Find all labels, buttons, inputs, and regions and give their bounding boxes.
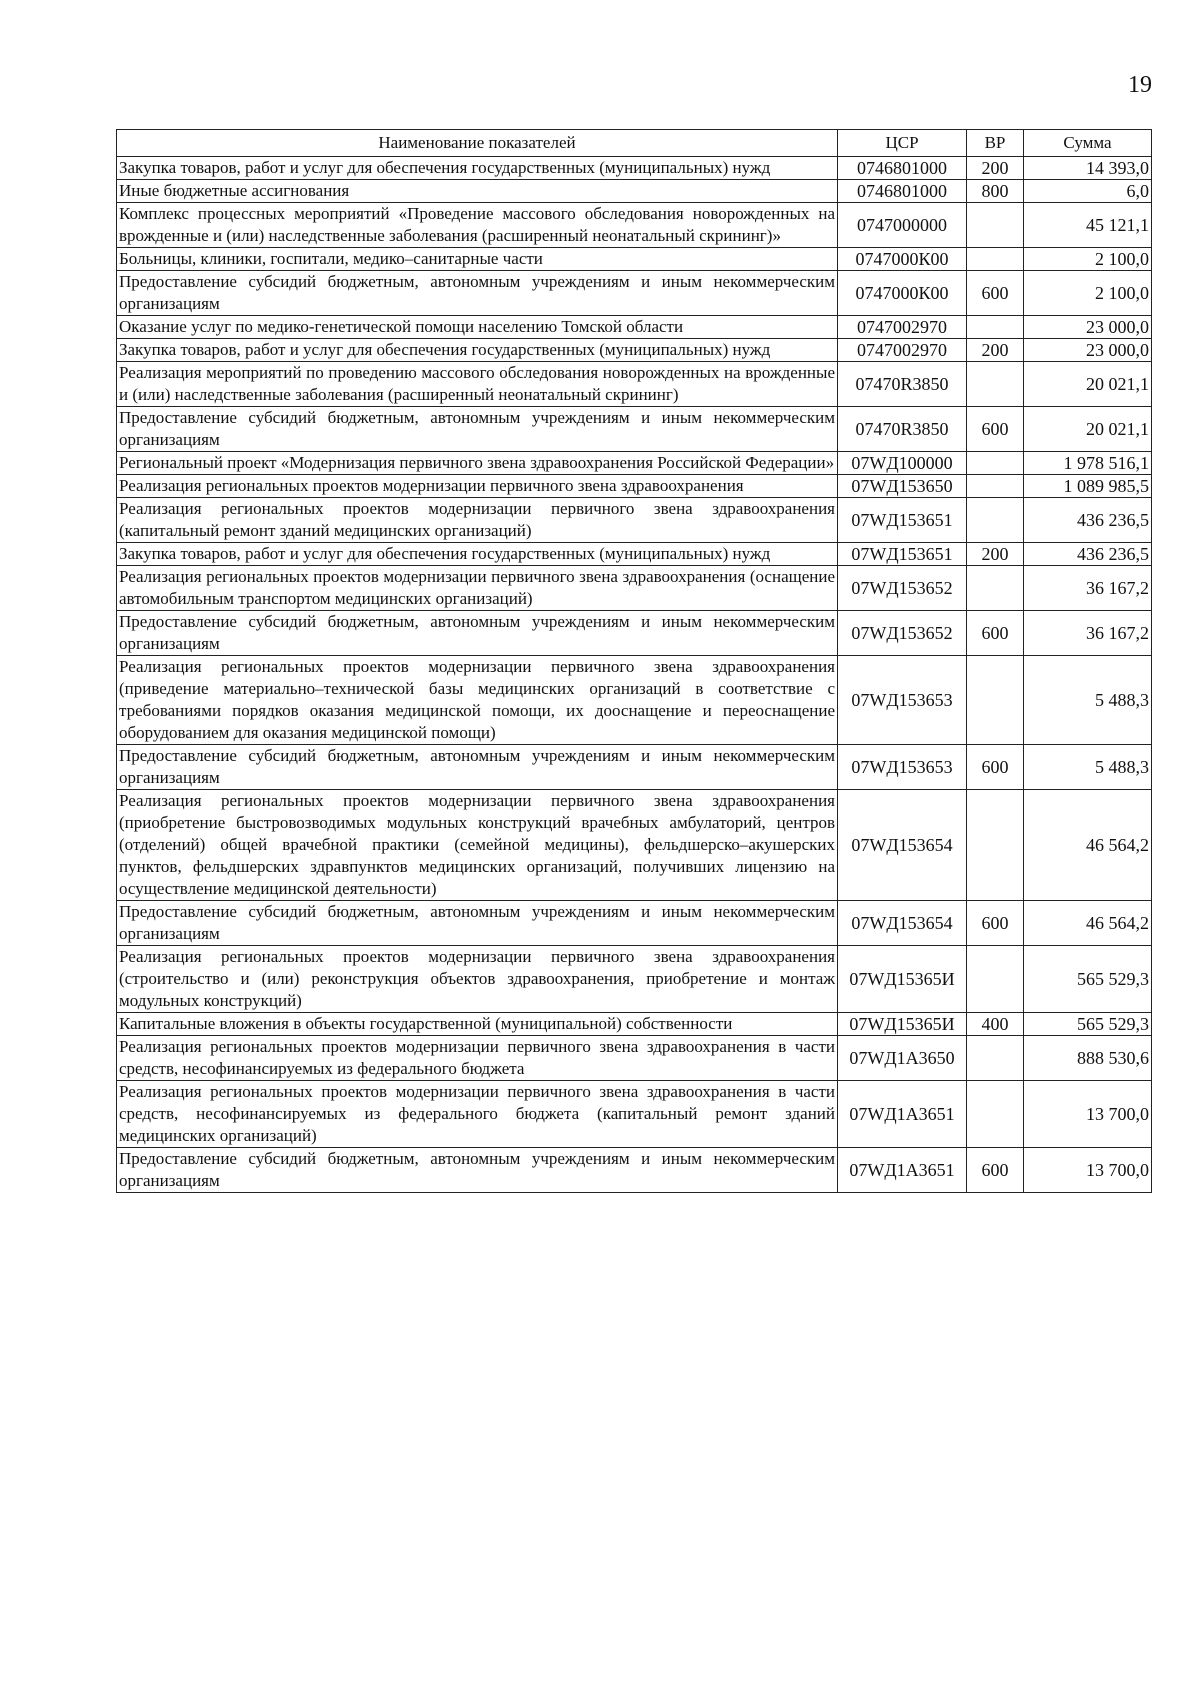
row-csr: 07WД153654	[838, 790, 967, 901]
table-row	[117, 901, 1152, 946]
row-vr	[967, 452, 1024, 475]
row-name: Оказание услуг по медико-генетической помощи населению Томской области	[117, 316, 838, 339]
table-row	[117, 452, 1152, 475]
table-row	[117, 611, 1152, 656]
row-name: Реализация мероприятий по проведению массового обследования новорожденных на врожденные и (или) наследственные заболевания (расширенный неонатальный скрининг)	[117, 362, 838, 407]
row-vr	[967, 946, 1024, 1013]
row-sum: 565 529,3	[1024, 1013, 1152, 1036]
table-header-row	[117, 130, 1152, 157]
table-row	[117, 248, 1152, 271]
row-vr: 600	[967, 1148, 1024, 1193]
row-sum: 46 564,2	[1024, 790, 1152, 901]
row-name: Иные бюджетные ассигнования	[117, 180, 838, 203]
row-sum: 20 021,1	[1024, 407, 1152, 452]
row-vr: 600	[967, 271, 1024, 316]
table-row	[117, 1013, 1152, 1036]
row-vr: 600	[967, 407, 1024, 452]
row-csr: 07470R3850	[838, 362, 967, 407]
row-name: Реализация региональных проектов модернизации первичного звена здравоохранения	[117, 475, 838, 498]
row-sum: 13 700,0	[1024, 1148, 1152, 1193]
page-number: 19	[1128, 72, 1152, 98]
table-row	[117, 745, 1152, 790]
row-sum: 14 393,0	[1024, 157, 1152, 180]
header-csr: ЦСР	[838, 130, 967, 157]
row-csr: 0746801000	[838, 180, 967, 203]
row-csr: 07WД153653	[838, 656, 967, 745]
row-name: Предоставление субсидий бюджетным, автономным учреждениям и иным некоммерческим организациям	[117, 745, 838, 790]
table-row	[117, 362, 1152, 407]
row-sum: 2 100,0	[1024, 271, 1152, 316]
row-sum: 565 529,3	[1024, 946, 1152, 1013]
table-row	[117, 1036, 1152, 1081]
row-sum: 36 167,2	[1024, 611, 1152, 656]
row-csr: 0747002970	[838, 316, 967, 339]
row-csr: 07WД153651	[838, 543, 967, 566]
row-name: Предоставление субсидий бюджетным, автономным учреждениям и иным некоммерческим организациям	[117, 407, 838, 452]
row-sum: 2 100,0	[1024, 248, 1152, 271]
row-csr: 0747002970	[838, 339, 967, 362]
row-vr: 600	[967, 901, 1024, 946]
row-csr: 07WД153652	[838, 611, 967, 656]
row-sum: 20 021,1	[1024, 362, 1152, 407]
table-row	[117, 316, 1152, 339]
row-name: Реализация региональных проектов модернизации первичного звена здравоохранения (приведение материально–технической базы медицинских организаций в соответствие с требованиями порядков оказания медицинской помощи, их дооснащение и переоснащение оборудованием для оказания медицинской помощи)	[117, 656, 838, 745]
row-csr: 07WД1А3651	[838, 1148, 967, 1193]
row-sum: 6,0	[1024, 180, 1152, 203]
table-row	[117, 1081, 1152, 1148]
row-name: Предоставление субсидий бюджетным, автономным учреждениям и иным некоммерческим организациям	[117, 901, 838, 946]
row-name: Больницы, клиники, госпитали, медико–санитарные части	[117, 248, 838, 271]
row-sum: 888 530,6	[1024, 1036, 1152, 1081]
row-name: Региональный проект «Модернизация первичного звена здравоохранения Российской Федерации»	[117, 452, 838, 475]
table-row	[117, 1148, 1152, 1193]
row-sum: 436 236,5	[1024, 543, 1152, 566]
row-csr: 07WД100000	[838, 452, 967, 475]
row-name: Капитальные вложения в объекты государственной (муниципальной) собственности	[117, 1013, 838, 1036]
row-sum: 436 236,5	[1024, 498, 1152, 543]
row-vr: 200	[967, 543, 1024, 566]
row-name: Реализация региональных проектов модернизации первичного звена здравоохранения (капитальный ремонт зданий медицинских организаций)	[117, 498, 838, 543]
row-sum: 45 121,1	[1024, 203, 1152, 248]
row-vr	[967, 248, 1024, 271]
row-vr: 200	[967, 339, 1024, 362]
row-vr	[967, 498, 1024, 543]
row-name: Реализация региональных проектов модернизации первичного звена здравоохранения в части средств, несофинансируемых из федерального бюджета	[117, 1036, 838, 1081]
row-vr	[967, 316, 1024, 339]
row-vr	[967, 1081, 1024, 1148]
table-row	[117, 339, 1152, 362]
row-csr: 07WД15365И	[838, 946, 967, 1013]
row-csr: 0747000000	[838, 203, 967, 248]
row-vr	[967, 1036, 1024, 1081]
row-sum: 46 564,2	[1024, 901, 1152, 946]
table-row	[117, 157, 1152, 180]
row-sum: 36 167,2	[1024, 566, 1152, 611]
row-sum: 5 488,3	[1024, 745, 1152, 790]
row-vr: 800	[967, 180, 1024, 203]
row-csr: 07WД15365И	[838, 1013, 967, 1036]
row-name: Реализация региональных проектов модернизации первичного звена здравоохранения (приобретение быстровозводимых модульных конструкций врачебных амбулаторий, центров (отделений) общей врачебной практики (семейной медицины), фельдшерско–акушерских пунктов, фельдшерских здравпунктов медицинских организаций, получивших лицензию на осуществление медицинской деятельности)	[117, 790, 838, 901]
row-sum: 13 700,0	[1024, 1081, 1152, 1148]
row-name: Предоставление субсидий бюджетным, автономным учреждениям и иным некоммерческим организациям	[117, 611, 838, 656]
row-name: Реализация региональных проектов модернизации первичного звена здравоохранения (строительство и (или) реконструкция объектов здравоохранения, приобретение и монтаж модульных конструкций)	[117, 946, 838, 1013]
row-csr: 07WД153651	[838, 498, 967, 543]
row-vr	[967, 475, 1024, 498]
table-row	[117, 790, 1152, 901]
row-name: Закупка товаров, работ и услуг для обеспечения государственных (муниципальных) нужд	[117, 339, 838, 362]
row-csr: 07WД153654	[838, 901, 967, 946]
row-name: Предоставление субсидий бюджетным, автономным учреждениям и иным некоммерческим организациям	[117, 1148, 838, 1193]
row-name: Реализация региональных проектов модернизации первичного звена здравоохранения (оснащение автомобильным транспортом медицинских организаций)	[117, 566, 838, 611]
table-row	[117, 407, 1152, 452]
table-row	[117, 498, 1152, 543]
row-name: Закупка товаров, работ и услуг для обеспечения государственных (муниципальных) нужд	[117, 543, 838, 566]
header-vr: ВР	[967, 130, 1024, 157]
row-csr: 07WД153652	[838, 566, 967, 611]
row-sum: 23 000,0	[1024, 316, 1152, 339]
row-vr	[967, 656, 1024, 745]
table-row	[117, 566, 1152, 611]
row-vr: 600	[967, 745, 1024, 790]
row-name: Закупка товаров, работ и услуг для обеспечения государственных (муниципальных) нужд	[117, 157, 838, 180]
row-sum: 1 089 985,5	[1024, 475, 1152, 498]
budget-table	[116, 129, 1152, 1193]
row-name: Комплекс процессных мероприятий «Проведение массового обследования новорожденных на врожденные и (или) наследственные заболевания (расширенный неонатальный скрининг)»	[117, 203, 838, 248]
row-csr: 0747000К00	[838, 271, 967, 316]
table-row	[117, 180, 1152, 203]
row-csr: 07470R3850	[838, 407, 967, 452]
row-vr	[967, 362, 1024, 407]
row-name: Предоставление субсидий бюджетным, автономным учреждениям и иным некоммерческим организациям	[117, 271, 838, 316]
row-csr: 0747000К00	[838, 248, 967, 271]
row-csr: 07WД1А3650	[838, 1036, 967, 1081]
row-csr: 07WД1А3651	[838, 1081, 967, 1148]
row-sum: 23 000,0	[1024, 339, 1152, 362]
row-csr: 07WД153650	[838, 475, 967, 498]
header-sum: Сумма	[1024, 130, 1152, 157]
row-sum: 1 978 516,1	[1024, 452, 1152, 475]
table-row	[117, 271, 1152, 316]
row-vr	[967, 566, 1024, 611]
table-row	[117, 543, 1152, 566]
row-name: Реализация региональных проектов модернизации первичного звена здравоохранения в части средств, несофинансируемых из федерального бюджета (капитальный ремонт зданий медицинских организаций)	[117, 1081, 838, 1148]
table-row	[117, 656, 1152, 745]
table-row	[117, 203, 1152, 248]
row-vr: 200	[967, 157, 1024, 180]
header-name: Наименование показателей	[117, 130, 838, 157]
table-row	[117, 946, 1152, 1013]
row-vr: 400	[967, 1013, 1024, 1036]
table-row	[117, 475, 1152, 498]
row-csr: 0746801000	[838, 157, 967, 180]
row-csr: 07WД153653	[838, 745, 967, 790]
row-vr	[967, 203, 1024, 248]
row-sum: 5 488,3	[1024, 656, 1152, 745]
row-vr: 600	[967, 611, 1024, 656]
row-vr	[967, 790, 1024, 901]
